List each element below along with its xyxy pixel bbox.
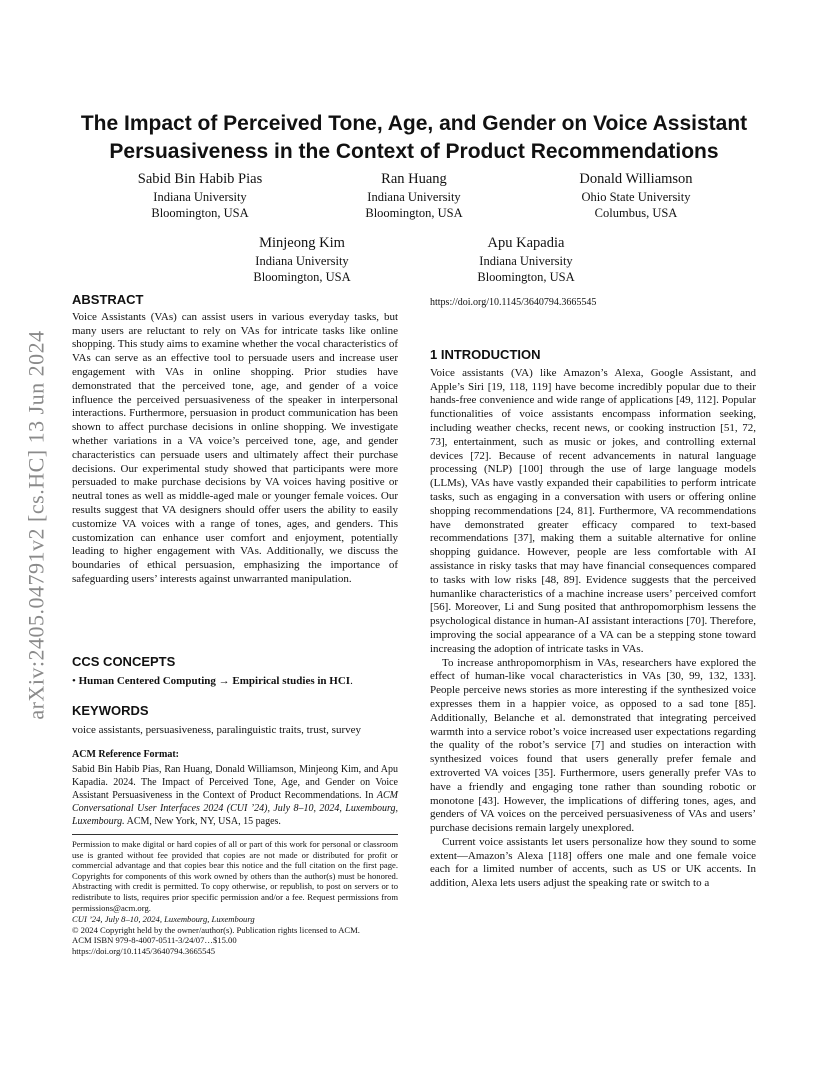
author-affiliation: Indiana University [255, 254, 349, 268]
author-block [222, 234, 382, 285]
acm-reference-text [72, 763, 398, 828]
acm-reference-heading: ACM Reference Format: [72, 749, 179, 760]
author-affiliation: Indiana University [153, 190, 247, 204]
permission-text: Permission to make digital or hard copies of all or part of this work for personal or classroom use is granted without fee provided that copies are not made or distributed for profit or commercial advantage and that copies bear this notice and the full citation on the first page. Copyrights for components of this work owned by others than the author(s) must be honored. Abstracting with credit is permitted. To copy otherwise, or republish, to post on servers or to redistribute to lists, requires prior specific permission and/or a fee. Request permissions from permissions@acm.org. [72, 839, 398, 913]
acm-reference-doi[interactable]: https://doi.org/10.1145/3640794.3665545 [430, 297, 597, 308]
author-block [548, 170, 724, 221]
ccs-bullet: • [72, 674, 76, 687]
permission-doi: https://doi.org/10.1145/3640794.3665545 [72, 945, 215, 956]
abstract-section [72, 293, 398, 587]
permission-copyright: © 2024 Copyright held by the owner/author(s). Publication rights licensed to ACM. [72, 924, 360, 935]
author-location: Columbus, USA [594, 206, 678, 220]
author-block [334, 170, 494, 221]
acm-reference-continued [430, 296, 756, 309]
intro-paragraph: Current voice assistants let users personalize how they sound to some extent—Amazon’s Alexa [118] offers one male and one female voice each for a limited number of accents, such as US or UK accents. In addition, Alexa lets users adjust the speaking rate or switch to a [430, 835, 756, 890]
permission-conference: CUI ’24, July 8–10, 2024, Luxembourg, Luxembourg [72, 914, 255, 925]
ccs-heading: CCS CONCEPTS [72, 654, 176, 669]
introduction-section [430, 348, 756, 891]
ccs-concepts [72, 675, 398, 689]
author-name: Sabid Bin Habib Pias [137, 171, 263, 187]
acm-reference [72, 748, 398, 828]
author-location: Bloomington, USA [151, 206, 249, 220]
author-affiliation: Ohio State University [581, 190, 691, 204]
keywords-section [72, 704, 398, 738]
ccs-subconcept: Empirical studies in HCI [232, 674, 351, 687]
author-affiliation: Indiana University [479, 254, 573, 268]
ccs-section [72, 655, 398, 689]
acm-reference-body: Sabid Bin Habib Pias, Ran Huang, Donald Williamson, Minjeong Kim, and Apu Kapadia. 2024. The Impact of Perceived Tone, Age, and Gender on Voice Assistant Persuasiveness in the Context of Product Recommendations. In [72, 763, 398, 801]
arxiv-identifier [20, 290, 54, 760]
author-location: Bloomington, USA [477, 270, 575, 284]
permission-footnote [72, 839, 398, 957]
abstract-heading: ABSTRACT [72, 292, 144, 307]
author-location: Bloomington, USA [365, 206, 463, 220]
ccs-arrow: → [218, 674, 230, 687]
author-name: Ran Huang [381, 171, 447, 187]
author-block [446, 234, 606, 285]
author-location: Bloomington, USA [253, 270, 351, 284]
permission-isbn: ACM ISBN 979-8-4007-0511-3/24/07…$15.00 [72, 935, 237, 946]
footnote-rule [72, 834, 398, 835]
keywords-heading: KEYWORDS [72, 703, 149, 718]
author-name: Minjeong Kim [259, 235, 345, 251]
keywords-text: voice assistants, persuasiveness, paralinguistic traits, trust, survey [72, 723, 361, 736]
author-affiliation: Indiana University [367, 190, 461, 204]
ccs-end: . [350, 674, 353, 687]
author-name: Donald Williamson [579, 171, 693, 187]
ccs-concept: Human Centered Computing [78, 674, 216, 687]
intro-paragraph: Voice assistants (VA) like Amazon’s Alexa, Google Assistant, and Apple’s Siri [19, 118, 119] have become incredibly popular due to their hands-free convenience and wide range of applications [49, 112]. Popular functionalities of voice assistants encompass information seeking, including weather checks, recent news, or cooking instruction [51, 72, 73], entertainment, such as music or jokes, and controlling external devices [72]. Because of recent advancements in natural language processing (NLP) [100] through the use of large language models (LLMs), VAs have vastly expanded their capabilities to perform intricate tasks, such as engaging in a conversation with users or offering online shopping recommendations [24, 81]. Furthermore, VA recommendations have demonstrated greater efficacy compared to text-based recommendations [37], making them a suitable alternative for online shopping guidance. However, people are less comfortable with AI assistance in risky tasks that may have financial consequences compared to tasks with low risks [48, 89]. Evidence suggests that the perceived humanlike characteristics of a machine increase users’ perceived comfort [56]. Moreover, Li and Sung posited that anthropomorphism lessens the psychological distance in human-AI assistant interactions [70]. Therefore, improving the social appearance of a VA can be a stepping stone toward increasing the adoption of intricate tasks in VAs. [430, 366, 756, 655]
acm-reference-venue: ACM Conversational User Interfaces 2024 (CUI ’24), July 8–10, 2024, Luxembourg, Luxembourg. [72, 789, 398, 827]
author-name: Apu Kapadia [487, 235, 565, 251]
abstract-text: Voice Assistants (VAs) can assist users in various everyday tasks, but many users are reluctant to rely on VAs for intricate tasks like online shopping. This study aims to examine whether the vocal characteristics of VAs can serve as an effective tool to persuade users and increase user engagement with VAs in online shopping. Prior studies have demonstrated that the perceived tone, age, and gender of a voice influence the perceived persuasiveness of the speaker in interpersonal interactions. Furthermore, persuasion in product communication has been shown to affect purchase decisions in online shopping. We investigate whether variations in a VA voice’s perceived tone, age, and gender characteristics can persuade users and ultimately affect their purchase decisions. Our experimental study showed that participants were more persuaded to make purchase decisions by VA voices having positive or neutral tones as well as middle-aged male or younger female voices. Our results suggest that VA designers should offer users the ability to easily customize VA voices with a range of tones, ages, and genders. This customization can enhance user comfort and enjoyment, potentially leading to higher engagement with VAs. Additionally, we discuss the boundaries of ethical persuasion, emphasizing the importance of safeguarding users’ interests against unwarranted manipulation. [72, 310, 398, 585]
intro-paragraph: To increase anthropomorphism in VAs, researchers have explored the effect of human-like vocal characteristics in VAs [30, 99, 132, 133]. People perceive news stories as more interesting if the synthesized voice expresses them in a happier voice, as opposed to a sad tone [85]. Additionally, Belanche et al. demonstrated that integrating perceived warmth into a service robot’s voice increased user expectations regarding the quality of the robot’s service [7] and studies on interaction with synthesized voices found that users generally prefer female and extroverted VA voices [35]. Furthermore, users generally prefer VAs to have a friendly and engaging tone rather than sounding robotic or monotone [43]. However, the implications of differing tones, ages, and genders of VA voices on the perceived persuasiveness of VAs and users’ purchase decisions remain largely unexplored. [430, 656, 756, 835]
arxiv-id-text: arXiv:2405.04791v2 [cs.HC] 13 Jun 2024 [24, 330, 49, 720]
author-block [112, 170, 288, 221]
acm-reference-tail: ACM, New York, NY, USA, 15 pages. [126, 815, 281, 827]
paper-title: The Impact of Perceived Tone, Age, and Gender on Voice Assistant Persuasiveness in the Context of Product Recommendations [80, 112, 748, 163]
introduction-heading: 1 INTRODUCTION [430, 347, 541, 362]
